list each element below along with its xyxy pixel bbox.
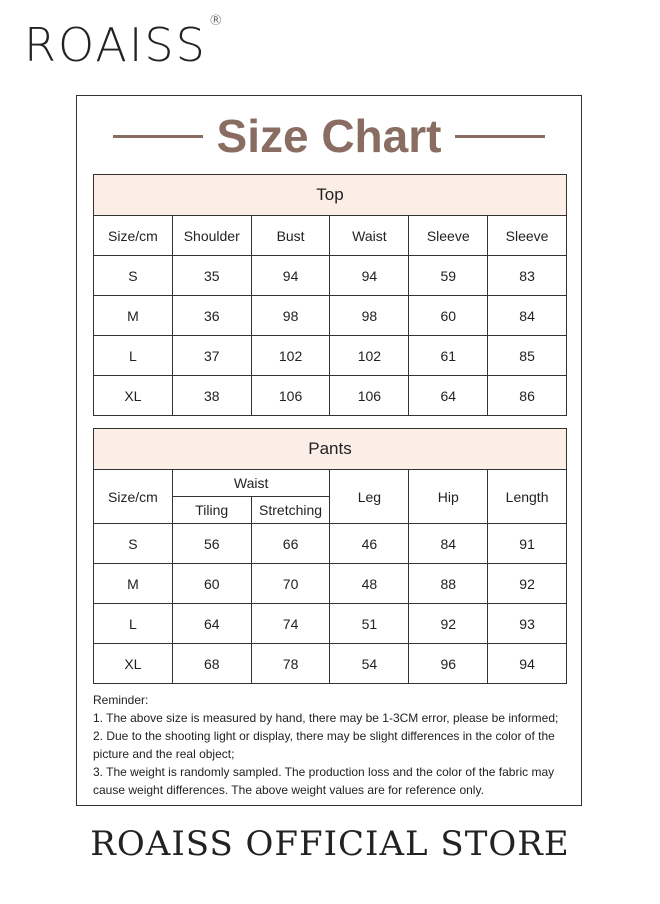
table-cell: 59: [409, 256, 488, 296]
table-row: [94, 376, 567, 416]
table-cell: 35: [172, 256, 251, 296]
column-header: Sleeve: [488, 216, 567, 256]
title-row: [77, 106, 581, 166]
table-row: [94, 524, 567, 564]
table-cell: 56: [172, 524, 251, 564]
table-cell: XL: [94, 376, 173, 416]
table-cell: 64: [409, 376, 488, 416]
table-row: [94, 604, 567, 644]
table-cell: 48: [330, 564, 409, 604]
table-cell: 68: [172, 644, 251, 684]
table-cell: 93: [488, 604, 567, 644]
table-cell: 92: [409, 604, 488, 644]
table-cell: M: [94, 296, 173, 336]
table-cell: 96: [409, 644, 488, 684]
table-cell: 61: [409, 336, 488, 376]
reminder-item: 3. The weight is randomly sampled. The production loss and the color of the fabric may cause weight differences. The above weight values are for reference only.: [93, 765, 555, 797]
reminder-item: 1. The above size is measured by hand, there may be 1-3CM error, please be informed;: [93, 711, 559, 725]
column-header: Waist: [172, 470, 330, 497]
table-row: [94, 564, 567, 604]
size-chart-frame: [76, 95, 582, 806]
table-cell: 88: [409, 564, 488, 604]
table-cell: 66: [251, 524, 330, 564]
table-cell: 91: [488, 524, 567, 564]
column-header: Size/cm: [94, 216, 173, 256]
table-cell: 94: [330, 256, 409, 296]
table-cell: 85: [488, 336, 567, 376]
table-cell: 51: [330, 604, 409, 644]
table-cell: 70: [251, 564, 330, 604]
reminder-notes: [93, 691, 573, 799]
table-cell: S: [94, 256, 173, 296]
table-row: [94, 644, 567, 684]
table-row: [94, 336, 567, 376]
table-cell: 102: [330, 336, 409, 376]
brand-logo: [24, 12, 225, 72]
table-cell: 106: [330, 376, 409, 416]
table-cell: 46: [330, 524, 409, 564]
table-cell: 64: [172, 604, 251, 644]
column-header: Size/cm: [94, 470, 173, 524]
pants-size-table: [93, 428, 567, 684]
table-cell: 98: [330, 296, 409, 336]
registered-mark: ®: [208, 12, 225, 29]
column-header: Sleeve: [409, 216, 488, 256]
table-cell: 98: [251, 296, 330, 336]
top-table-heading: Top: [94, 175, 567, 216]
table-cell: M: [94, 564, 173, 604]
table-cell: 94: [251, 256, 330, 296]
title-line-right: [455, 135, 545, 138]
table-cell: S: [94, 524, 173, 564]
table-cell: 106: [251, 376, 330, 416]
table-cell: XL: [94, 644, 173, 684]
column-header: Leg: [330, 470, 409, 524]
table-cell: 74: [251, 604, 330, 644]
page-title: Size Chart: [216, 110, 442, 162]
column-subheader: Stretching: [251, 497, 330, 524]
table-cell: 36: [172, 296, 251, 336]
table-cell: 102: [251, 336, 330, 376]
table-cell: 84: [409, 524, 488, 564]
pants-table-heading: Pants: [94, 429, 567, 470]
table-row: [94, 256, 567, 296]
column-subheader: Tiling: [172, 497, 251, 524]
table-cell: 94: [488, 644, 567, 684]
table-cell: L: [94, 604, 173, 644]
title-line-left: [113, 135, 203, 138]
top-size-table: [93, 174, 567, 416]
table-cell: 37: [172, 336, 251, 376]
column-header: Shoulder: [172, 216, 251, 256]
table-row: [94, 296, 567, 336]
table-cell: L: [94, 336, 173, 376]
table-cell: 86: [488, 376, 567, 416]
table-cell: 84: [488, 296, 567, 336]
column-header: Waist: [330, 216, 409, 256]
column-header: Length: [488, 470, 567, 524]
store-footer: ROAISS OFFICIAL STORE: [90, 824, 570, 864]
reminder-item: 2. Due to the shooting light or display, there may be slight differences in the color of the picture and the real object;: [93, 729, 555, 761]
table-cell: 78: [251, 644, 330, 684]
table-cell: 38: [172, 376, 251, 416]
table-cell: 60: [409, 296, 488, 336]
column-header: Hip: [409, 470, 488, 524]
reminder-heading: Reminder:: [93, 693, 149, 707]
table-cell: 60: [172, 564, 251, 604]
column-header: Bust: [251, 216, 330, 256]
table-cell: 92: [488, 564, 567, 604]
brand-name: ROAISS: [24, 18, 207, 72]
table-cell: 54: [330, 644, 409, 684]
table-cell: 83: [488, 256, 567, 296]
